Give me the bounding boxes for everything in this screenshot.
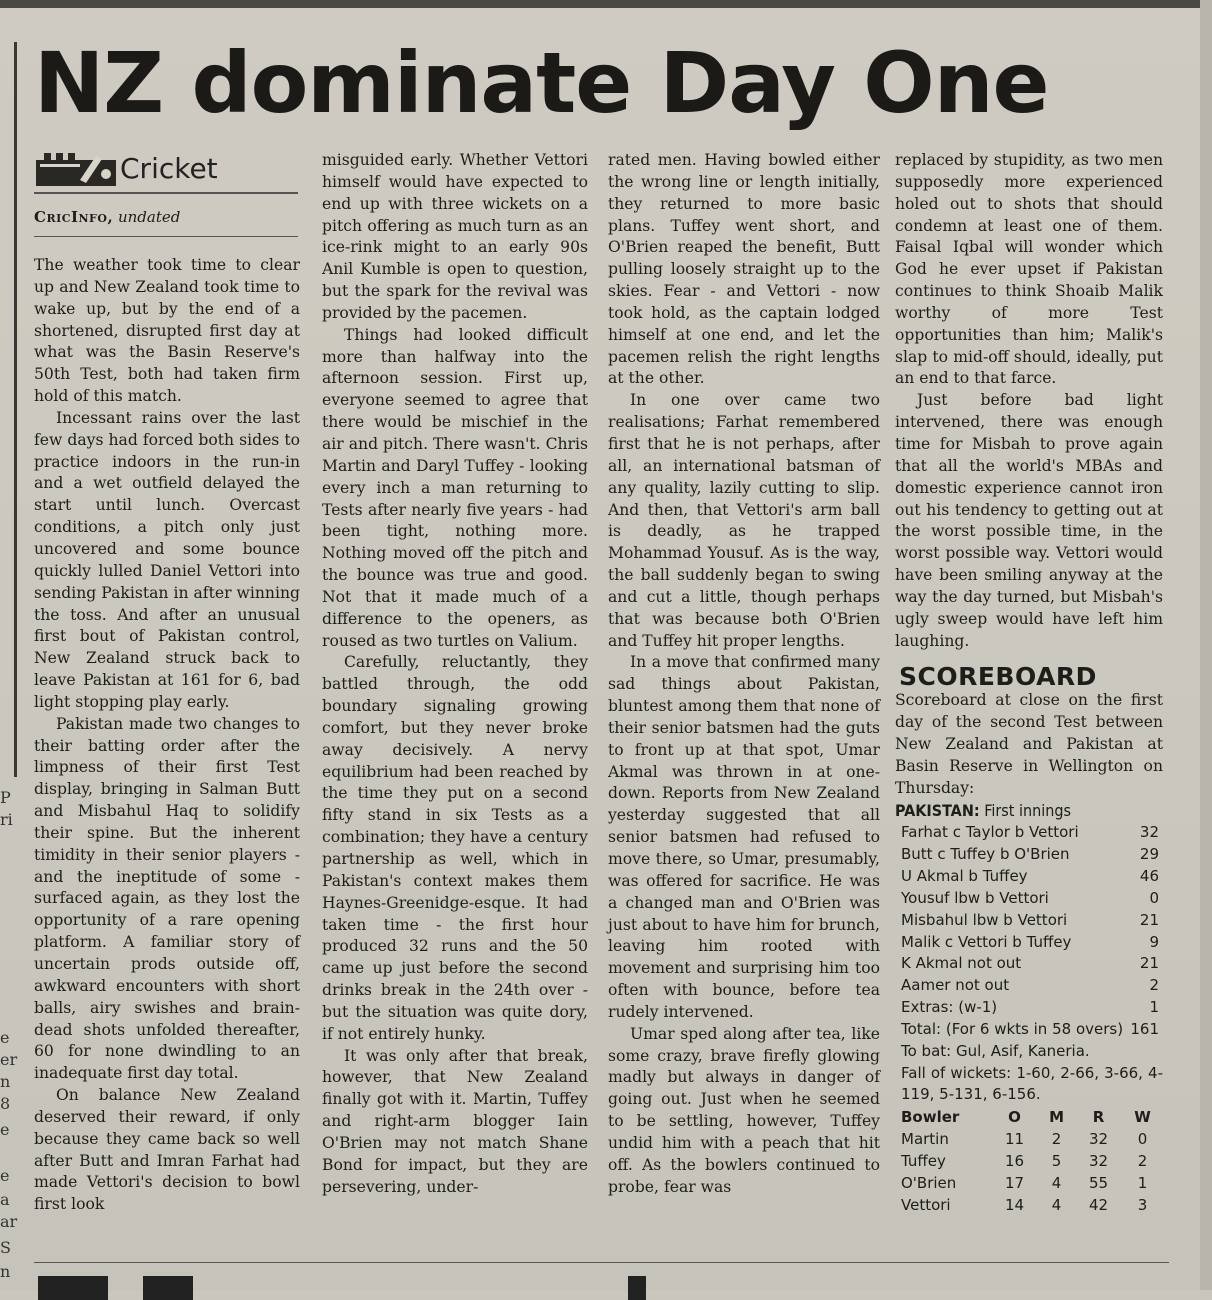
bowling-cell: 4 xyxy=(1051,1196,1062,1215)
byline xyxy=(34,208,298,237)
article-paragraph: It was only after that break, however, that New Zealand finally got with it. Martin, Tuffey and right-arm blogger Iain O'Brien may not match Shane Bond for impact, but they are persevering, under- xyxy=(322,1046,588,1196)
margin-letter: ri xyxy=(0,810,13,829)
bowling-cell: 2 xyxy=(1137,1152,1148,1171)
scoreboard xyxy=(895,662,1163,1216)
bowling-cell: 11 xyxy=(1005,1130,1025,1149)
byline-source: CricInfo, xyxy=(34,208,114,226)
runs: 21 xyxy=(1139,910,1159,929)
batting-row xyxy=(895,997,1163,1019)
batting-row xyxy=(895,888,1163,910)
runs: 29 xyxy=(1139,845,1159,864)
bowling-row xyxy=(895,1128,1163,1150)
margin-letter: a xyxy=(0,1190,10,1209)
batsman: Farhat c Taylor b Vettori xyxy=(901,823,1079,842)
bowling-cell: Vettori xyxy=(901,1196,951,1215)
batting-list xyxy=(895,822,1163,1040)
batting-row xyxy=(895,844,1163,866)
batting-row xyxy=(895,1019,1163,1041)
batsman: Yousuf lbw b Vettori xyxy=(901,888,1049,907)
left-column-rule xyxy=(14,42,17,777)
runs: 32 xyxy=(1139,823,1159,842)
section-label xyxy=(34,148,298,194)
article-paragraph: Carefully, reluctantly, they battled through, the odd boundary signaling growing comfort, but they never broke away decisively. A nervy equilibrium had been reached by the time they put on a second fifty stand in six Tests as a combination; they have a century partnership as well, which in Pakistan's context makes them Haynes-Greenidge-esque. It had taken time - the first hour produced 32 runs and the 50 came up just before the second drinks break in the 24th over - but the situation was quite dory, if not entirely hunky. xyxy=(322,653,588,1043)
runs: 2 xyxy=(1149,976,1159,995)
margin-letter: P xyxy=(0,788,11,807)
article-paragraph: rated men. Having bowled either the wrong line or length initially, they returned to more basic plans. Tuffey went short, and O'Brien reaped the benefit, Butt pulling loosely straight up to the skies. Fear - and Vettori - now took hold, as the captain lodged himself at one end, and let the pacemen relish the right lengths at the other. xyxy=(608,151,880,388)
batting-row xyxy=(895,975,1163,997)
bowling-cell: 16 xyxy=(1005,1152,1025,1171)
section-title: Cricket xyxy=(120,152,218,185)
byline-date: undated xyxy=(117,208,181,226)
article-paragraph: Incessant rains over the last few days had forced both sides to practice indoors in the run-in and a wet outfield delayed the start until lunch. Overcast conditions, a pitch only just uncovered and some bounce quickly lulled Daniel Vettori into sending Pakistan in after winning the toss. And after an unusual first bout of Pakistan control, New Zealand struck back to leave Pakistan at 161 for 6, bad light stopping play early. xyxy=(34,408,300,711)
margin-letter: ar xyxy=(0,1212,18,1231)
article-paragraph: Umar sped along after tea, like some crazy, brave firefly glowing madly but always in danger of going out. Just when he seemed to be settling, however, Tuffey undid him with a peach that hit off. As the bowlers continued to probe, fear was xyxy=(608,1024,880,1196)
next-article-headline-fragment xyxy=(34,1270,1034,1300)
batting-row xyxy=(895,866,1163,888)
article-paragraph: On balance New Zealand deserved their reward, if only because they came back so well after Butt and Imran Farhat had made Vettori's decision to bowl first look xyxy=(34,1086,300,1214)
margin-letter: e xyxy=(0,1028,10,1047)
article-column-3 xyxy=(608,150,880,1199)
margin-letter: S xyxy=(0,1238,11,1257)
article-column-2 xyxy=(322,150,588,1199)
margin-letter: n xyxy=(0,1072,11,1091)
bowling-cell: 55 xyxy=(1089,1174,1109,1193)
runs: 21 xyxy=(1139,954,1159,973)
bowling-cell: 4 xyxy=(1051,1174,1062,1193)
cricket-logo-icon xyxy=(36,150,116,186)
batting-row xyxy=(895,910,1163,932)
bowling-header-row xyxy=(895,1106,1163,1128)
batting-row xyxy=(895,932,1163,954)
article-paragraph: Things had looked difficult more than halfway into the afternoon session. First up, everyone seemed to agree that there would be mischief in the air and pitch. There wasn't. Chris Martin and Daryl Tuffey - looking every inch a man returning to Tests after nearly five years - had been tight, nothing more. Nothing moved off the pitch and the bounce was true and good. Not that it made much of a difference to the openers, as roused as two turtles on Valium. xyxy=(322,325,588,650)
bowling-cell: Tuffey xyxy=(901,1152,946,1171)
runs: 161 xyxy=(1130,1019,1159,1038)
batsman: Extras: (w-1) xyxy=(901,998,998,1017)
margin-letter: er xyxy=(0,1050,18,1069)
runs: 0 xyxy=(1149,888,1159,907)
bowling-header-cell: W xyxy=(1134,1108,1151,1127)
batting-row xyxy=(895,822,1163,844)
batsman: Aamer not out xyxy=(901,976,1010,995)
bowling-cell: 17 xyxy=(1005,1174,1025,1193)
bowling-row xyxy=(895,1150,1163,1172)
bowling-header-cell: R xyxy=(1092,1108,1105,1127)
bowling-header-cell: M xyxy=(1049,1108,1065,1127)
batsman: Misbahul lbw b Vettori xyxy=(901,910,1068,929)
article-column-4-text xyxy=(895,150,1163,652)
bowling-row xyxy=(895,1172,1163,1194)
bowling-cell: 0 xyxy=(1137,1130,1148,1149)
bowling-row xyxy=(895,1194,1163,1216)
batting-row xyxy=(895,953,1163,975)
batsman: Butt c Tuffey b O'Brien xyxy=(901,845,1070,864)
bowling-cell: 5 xyxy=(1051,1152,1062,1171)
article-paragraph: In a move that confirmed many sad things about Pakistan, bluntest among them that none of their senior batsmen had the guts to front up at that spot, Umar Akmal was thrown in at one-down. Reports from New Zealand yesterday suggested that all senior batsmen had refused to move there, so Umar, presumably, was offered for sacrifice. He was a changed man and O'Brien was just about to have him for brunch, leaving him rooted with movement and surprising him too often with bounce, before tea rudely intervened. xyxy=(608,653,880,1021)
fall-of-wickets: Fall of wickets: 1-60, 2-66, 3-66, 4-119, 5-131, 6-156. xyxy=(901,1063,1163,1104)
margin-letter: e xyxy=(0,1120,10,1139)
scoreboard-intro: Scoreboard at close on the first day of the second Test between New Zealand and Pakistan at Basin Reserve in Wellington on Thursday: xyxy=(895,691,1163,797)
bowling-cell: Martin xyxy=(901,1130,949,1149)
margin-letter: 8 xyxy=(0,1094,11,1113)
page-edge xyxy=(1200,0,1212,1290)
article-paragraph: misguided early. Whether Vettori himself would have expected to end up with three wickets on a pitch offering as much turn as an ice-rink might to an early 90s Anil Kumble is open to question, but the spark for the revival was provided by the pacemen. xyxy=(322,151,588,322)
article-paragraph: In one over came two realisations; Farhat remembered first that he is not perhaps, after all, an international batsman of any quality, lazily cutting to slip. And then, that Vettori's arm ball is deadly, as he trapped Mohammad Yousuf. As is the way, the ball suddenly began to swing and cut a little, though perhaps that was because both O'Brien and Tuffey hit proper lengths. xyxy=(608,391,880,650)
article-paragraph: Pakistan made two changes to their batting order after the limpness of their first Test display, bringing in Salman Butt and Misbahul Haq to solidify their spine. But the inherent timidity in their senior players - and the ineptitude of some - surfaced again, as they lost the opportunity of a rare opening platform. A familiar story of uncertain prods outside off, awkward encounters with short balls, airy swishes and brain-dead shots unfolded thereafter, 60 for none dwindling to an inadequate first day total. xyxy=(34,714,300,1083)
bowling-cell: 3 xyxy=(1137,1196,1148,1215)
runs: 1 xyxy=(1149,998,1159,1017)
runs: 46 xyxy=(1139,867,1159,885)
bowling-cell: O'Brien xyxy=(901,1174,957,1193)
bowling-cell: 42 xyxy=(1089,1196,1109,1215)
runs: 9 xyxy=(1149,932,1159,951)
bowling-cell: 14 xyxy=(1005,1196,1025,1215)
bowling-header-cell: Bowler xyxy=(901,1108,960,1127)
bowling-cell: 32 xyxy=(1089,1152,1109,1171)
bowling-cell: 1 xyxy=(1137,1174,1148,1193)
batsman: Total: (For 6 wkts in 58 overs) xyxy=(901,1019,1124,1038)
batsman: Malik c Vettori b Tuffey xyxy=(901,932,1072,951)
headline: NZ dominate Day One xyxy=(34,34,1049,132)
batsman: U Akmal b Tuffey xyxy=(901,867,1028,885)
bowling-cell: 2 xyxy=(1051,1130,1062,1149)
article-paragraph: The weather took time to clear up and New Zealand took time to wake up, but by the end of a shortened, disrupted first day at what was the Basin Reserve's 50th Test, both had taken firm hold of this match. xyxy=(34,256,300,406)
bowling-cell: 32 xyxy=(1089,1130,1109,1149)
margin-letter: n xyxy=(0,1262,11,1281)
batsman: K Akmal not out xyxy=(901,954,1022,973)
to-bat: To bat: Gul, Asif, Kaneria. xyxy=(901,1041,1090,1060)
innings-team: PAKISTAN: xyxy=(895,801,980,821)
article-column-4 xyxy=(895,150,1163,1216)
bowling-header-cell: O xyxy=(1008,1108,1021,1127)
scoreboard-title: SCOREBOARD xyxy=(899,662,1097,692)
bowling-table xyxy=(895,1106,1163,1216)
innings-heading xyxy=(895,800,1163,822)
innings-label: First innings xyxy=(984,801,1071,821)
margin-letter: e xyxy=(0,1166,10,1185)
top-rule xyxy=(0,0,1212,8)
article-paragraph: Just before bad light intervened, there was enough time for Misbah to prove again that all the world's MBAs and domestic experience cannot iron out his tendency to getting out at the worst possible time, in the worst possible way. Vettori would have been smiling anyway at the way the day turned, but Misbah's ugly sweep would have left him laughing. xyxy=(895,391,1163,650)
article-paragraph: replaced by stupidity, as two men supposedly more experienced holed out to shots that should condemn at least one of them. Faisal Iqbal will wonder which God he ever upset if Pakistan continues to think Shoaib Malik worthy of more Test opportunities than him; Malik's slap to mid-off should, ideally, put an end to that farce. xyxy=(895,151,1163,388)
bottom-rule xyxy=(34,1262,1169,1263)
article-column-1 xyxy=(34,255,300,1216)
